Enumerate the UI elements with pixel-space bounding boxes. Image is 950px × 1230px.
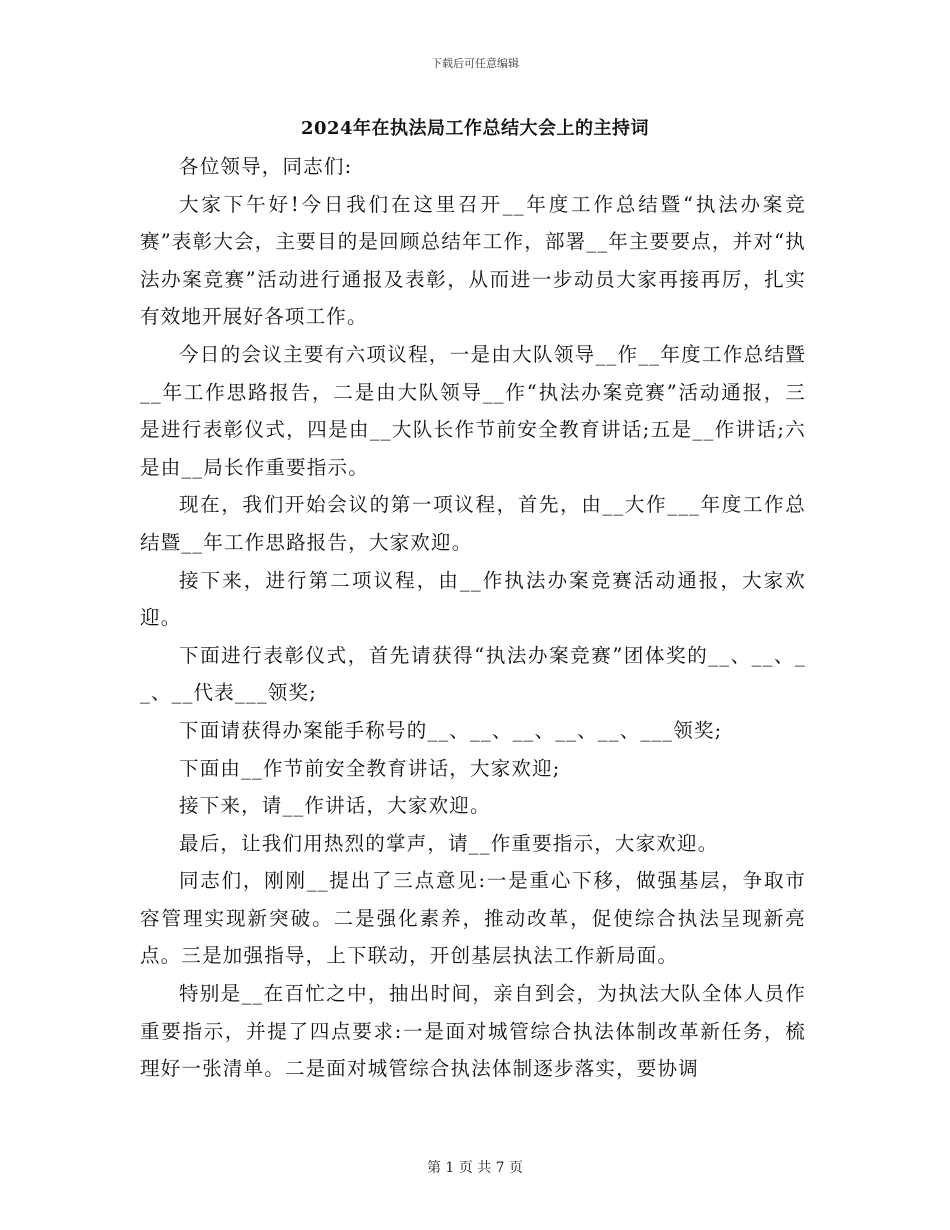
paragraph-safety-speech: 下面由__作节前安全教育讲话，大家欢迎; [179,756,561,780]
paragraph-award-team: 下面进行表彰仪式，首先请获得“执法办案竞赛”团体奖的__、__、__、__代表___领奖; [140,643,806,705]
paragraph-salutation: 各位领导，同志们: [179,155,353,178]
paragraph-award-individual: 下面请获得办案能手称号的__、__、__、__、__、___领奖; [179,718,723,742]
page-footer: 第 1 页 共 7 页 [426,1160,524,1176]
paragraph-instruction: 最后，让我们用热烈的掌声，请__作重要指示，大家欢迎。 [179,831,719,855]
paragraph-item-1: 现在，我们开始会议的第一项议程，首先，由__大作___年度工作总结暨__年工作思路报告，大家欢迎。 [140,493,806,554]
document-title: 2024年在执法局工作总结大会上的主持词 [300,118,650,139]
paragraph-agenda: 今日的会议主要有六项议程，一是由大队领导__作__年度工作总结暨__年工作思路报告，二是由大队领导__作“执法办案竞赛”活动通报，三是进行表彰仪式，四是由__大队长作节前安全教育讲话;五是__作讲话;六是由__局长作重要指示。 [140,342,806,479]
document-body [140,148,806,1088]
paragraph-opening: 大家下午好!今日我们在这里召开__年度工作总结暨“执法办案竞赛”表彰大会，主要目的是回顾总结年工作，部署__年主要要点，并对“执法办案竞赛”活动进行通报及表彰，从而进一步动员大家再接再厉，扎实有效地开展好各项工作。 [140,192,806,329]
paragraph-speech: 接下来，请__作讲话，大家欢迎。 [179,794,491,818]
paragraph-item-2: 接下来，进行第二项议程，由__作执法办案竞赛活动通报，大家欢迎。 [140,568,806,630]
paragraph-four-requirements: 特别是__在百忙之中，抽出时间，亲自到会，为执法大队全体人员作重要指示，并提了四点要求:一是面对城管综合执法体制改革新任务，梳理好一张清单。二是面对城管综合执法体制逐步落实，要协调 [140,982,806,1081]
paragraph-three-points: 同志们，刚刚__提出了三点意见:一是重心下移，做强基层，争取市容管理实现新突破。二是强化素养，推动改革，促使综合执法呈现新亮点。三是加强指导，上下联动，开创基层执法工作新局面。 [140,869,806,968]
header-note: 下载后可任意编辑 [431,57,519,70]
